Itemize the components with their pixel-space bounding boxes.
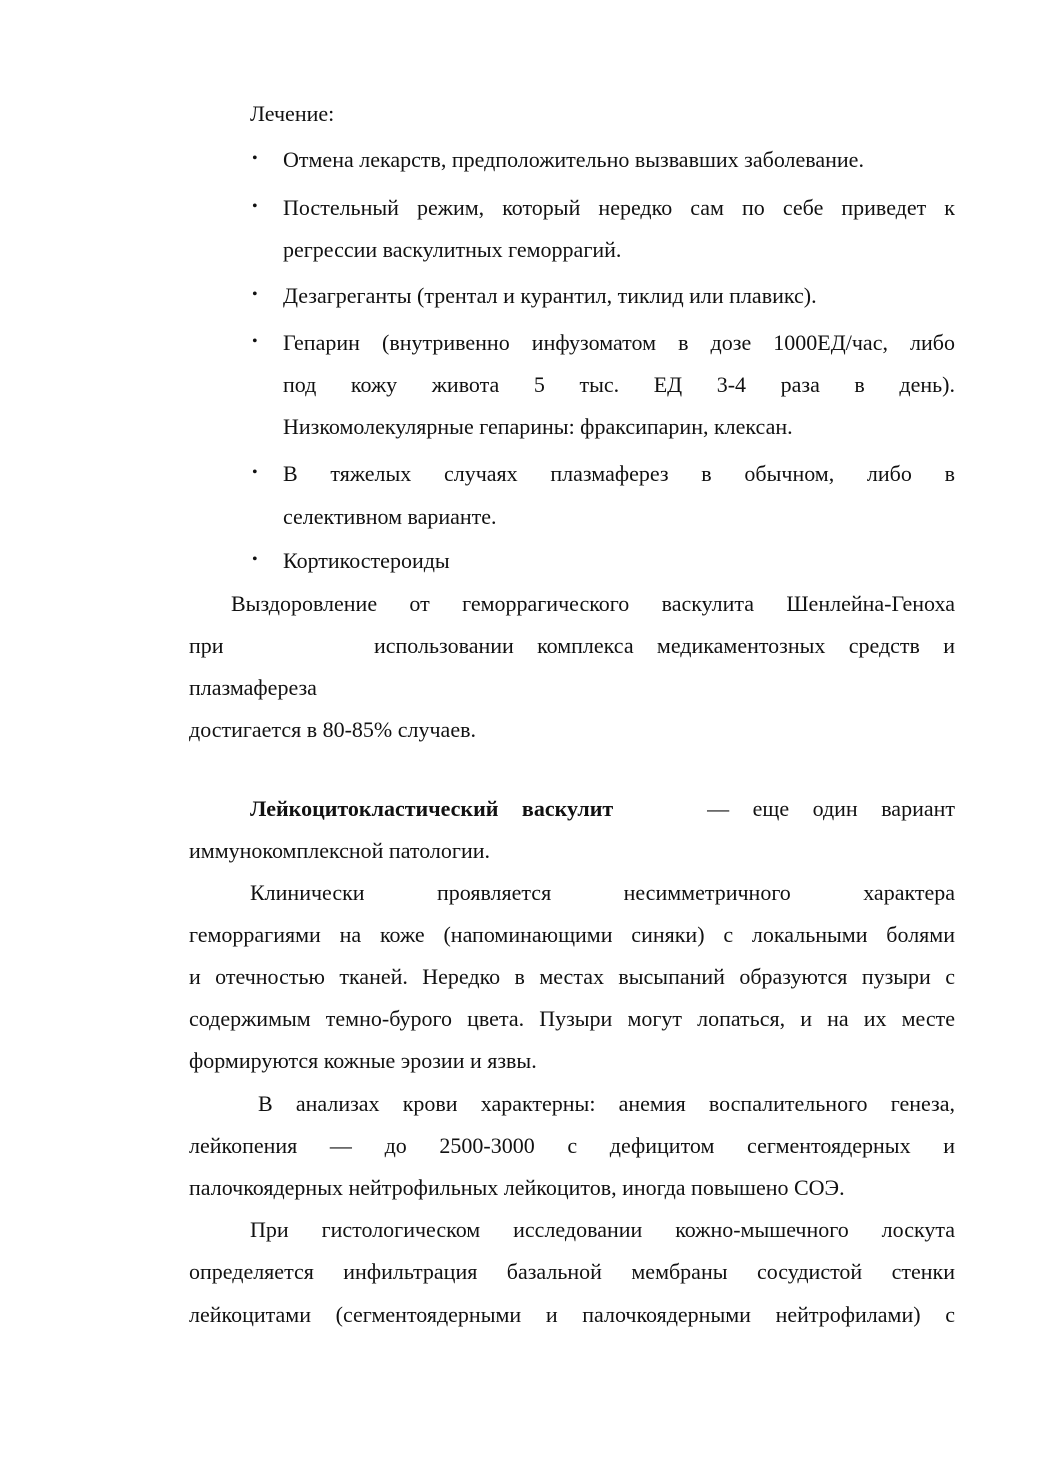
leukocytoclastic-line-1: [250, 796, 955, 822]
clinical-line-2: геморрагиями на коже (напоминающими синяки) с локальными болями: [189, 922, 955, 947]
recovery-line-2-right: использовании комплекса медикаментозных средств и: [374, 633, 955, 658]
histology-line-2: определяется инфильтрация базальной мембраны сосудистой стенки: [189, 1259, 955, 1284]
treatment-item-2-line-1: Постельный режим, который нередко сам по себе приведет к: [283, 195, 955, 220]
blood-tests-line-1: В анализах крови характерны: анемия воспалительного генеза,: [258, 1091, 955, 1116]
treatment-item-4-line-1: Гепарин (внутривенно инфузоматом в дозе 1000ЕД/час, либо: [283, 330, 955, 355]
treatment-item-5-line-2: селективном варианте.: [283, 504, 497, 529]
treatment-item-1: Отмена лекарств, предположительно вызвавших заболевание.: [283, 147, 864, 172]
bullet-marker: •: [252, 150, 258, 167]
bullet-marker: •: [252, 198, 258, 215]
recovery-line-4: достигается в 80-85% случаев.: [189, 717, 476, 742]
leukocytoclastic-line-1-rest: — еще один вариант: [707, 796, 955, 821]
clinical-line-5: формируются кожные эрозии и язвы.: [189, 1048, 537, 1073]
recovery-line-2-left: при: [189, 633, 224, 658]
treatment-item-6: Кортикостероиды: [283, 548, 450, 573]
bullet-marker: •: [252, 333, 258, 350]
treatment-heading: Лечение:: [250, 101, 335, 126]
treatment-item-5-line-1: В тяжелых случаях плазмаферез в обычном, либо в: [283, 461, 955, 486]
treatment-item-2-line-2: регрессии васкулитных геморрагий.: [283, 237, 622, 262]
recovery-line-3: плазмафереза: [189, 675, 317, 700]
treatment-item-4-line-2: под кожу живота 5 тыс. ЕД 3-4 раза в день).: [283, 372, 955, 397]
histology-line-3: лейкоцитами (сегментоядерными и палочкоядерными нейтрофилами) с: [189, 1302, 955, 1327]
clinical-line-3: и отечностью тканей. Нередко в местах высыпаний образуются пузыри с: [189, 964, 955, 989]
recovery-line-1: Выздоровление от геморрагического васкулита Шенлейна-Геноха: [231, 591, 955, 616]
treatment-item-4-line-3: Низкомолекулярные гепарины: фраксипарин, клексан.: [283, 414, 793, 439]
blood-tests-line-2: лейкопения — до 2500-3000 с дефицитом сегментоядерных и: [189, 1133, 955, 1158]
leukocytoclastic-line-2: иммунокомплексной патологии.: [189, 838, 490, 863]
clinical-line-4: содержимым темно-бурого цвета. Пузыри могут лопаться, и на их месте: [189, 1006, 955, 1031]
leukocytoclastic-term: Лейкоцитокластический васкулит: [250, 796, 614, 821]
histology-line-1: При гистологическом исследовании кожно-мышечного лоскута: [250, 1217, 955, 1242]
treatment-item-3: Дезагреганты (трентал и курантил, тиклид или плавикс).: [283, 283, 817, 308]
clinical-line-1: Клинически проявляется несимметричного характера: [250, 880, 955, 905]
bullet-marker: •: [252, 464, 258, 481]
bullet-marker: •: [252, 286, 258, 303]
blood-tests-line-3: палочкоядерных нейтрофильных лейкоцитов, иногда повышено СОЭ.: [189, 1175, 845, 1200]
bullet-marker: •: [252, 551, 258, 568]
